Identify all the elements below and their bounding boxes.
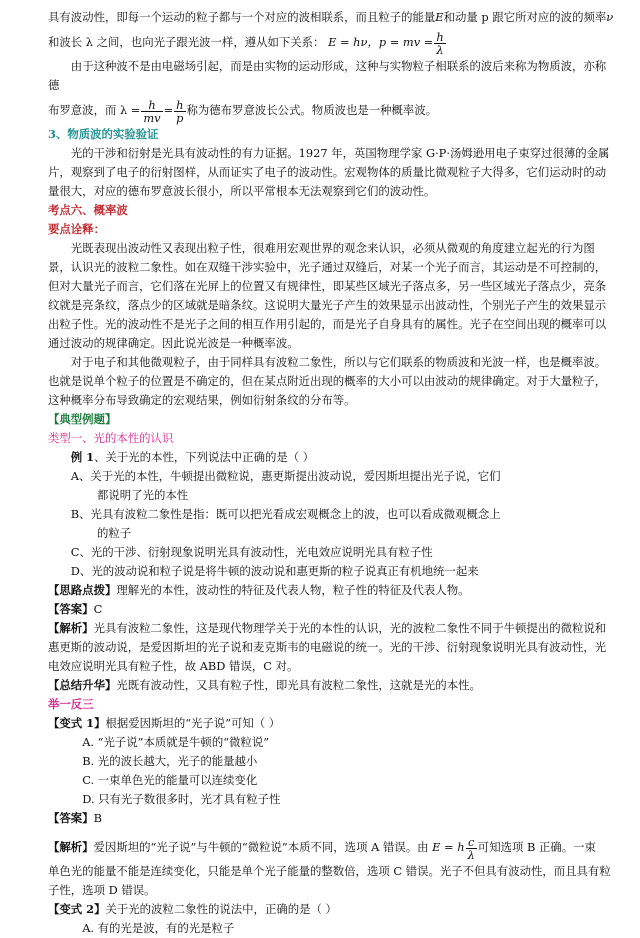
document-page: [48, 8, 614, 938]
example-1-option-a: A、关于光的本性，牛顿提出微粒说，惠更斯提出波动说，爱因斯坦提出光子说，它们: [70, 469, 501, 483]
section-3-title: 3、物质波的实验验证: [48, 127, 159, 141]
fraction-h-mv: $\frac{h}{mv}$: [143, 97, 161, 125]
example-1-option-a-cont: 都说明了光的本性: [97, 488, 189, 502]
variant-1-question: 【变式 1】根据爱因斯坦的“光子说”可知（ ）: [48, 716, 281, 730]
debroglie-para-line-2: 布罗意波，而 λ = $\frac{h}{mv}$ = $\frac{h}{p}$ 称为德布罗意波长公式。物质波也是一种概率波。: [48, 97, 438, 125]
thinking-hint: 【思路点拨】理解光的本性，波动性的特征及代表人物，粒子性的特征及代表人物。: [48, 583, 470, 597]
answer-2: 【答案】B: [48, 811, 102, 825]
variant-1-option-d: D. 只有光子数很多时，光才具有粒子性: [82, 792, 281, 806]
fraction-h-lambda: $\frac{h}{\lambda}$: [436, 29, 444, 57]
analysis-2-line-2: 单色光的能量不能是连续变化，只能是单个光子能量的整数倍，选项 C 错误。光子不但具有波动性，而且具有粒子性，选项 D 错误。: [48, 864, 611, 897]
intro-line-1: 具有波动性，即每一个运动的粒子都与一个对应的波相联系，而且粒子的能量E和动量 p 跟它所对应的波的频率ν: [48, 10, 614, 24]
variant-1-option-b: B. 光的波长越大，光子的能量越小: [82, 754, 258, 768]
summary-1: 【总结升华】光既有波动性，又具有粒子性，即光具有波粒二象性，这就是光的本性。: [48, 678, 481, 692]
intro-line-2: 和波长 λ 之间，也向光子跟光波一样，遵从如下关系： E = hν，p = mv = $\frac{h}{\lambda}$: [48, 29, 444, 57]
fraction-h-p: $\frac{h}{p}$: [176, 97, 184, 125]
topic-6-title: 考点六、概率波: [48, 203, 128, 217]
analysis-1: 【解析】光具有波粒二象性，这是现代物理学关于光的本性的认识，光的波粒二象性不同于牛顿提出的微粒说和惠更斯的波动说，是爱因斯坦的光子说和麦克斯韦的电磁说的统一。光的干涉、衍射现象说明光具有波动性，光电效应说明光具有粒子性，故 ABD 错误，C 对。: [48, 621, 607, 673]
debroglie-para-line-1: 由于这种波不是由电磁场引起，而是由实物的运动形成，这种与实物粒子相联系的波后来称为物质波，亦称德: [48, 59, 607, 92]
variant-2-option-a: A. 有的光是波，有的光是粒子: [82, 921, 235, 935]
example-1-option-d: D、光的波动说和粒子说是将牛顿的波动说和惠更斯的粒子说真正有机地统一起来: [70, 564, 479, 578]
example-1-option-b: B、光具有波粒二象性是指：既可以把光看成宏观概念上的波，也可以看成微观概念上: [70, 507, 501, 521]
fraction-c-lambda: $\frac{c}{\lambda}$: [467, 834, 475, 862]
example-1-option-b-cont: 的粒子: [97, 526, 132, 540]
variant-1-option-a: A. “光子说”本质就是牛顿的“微粒说”: [82, 735, 270, 749]
analysis-2-line-1: 【解析】爱因斯坦的“光子说”与牛顿的“微粒说”本质不同，选项 A 错误。由 E = h $\frac{c}{\lambda}$ 可知选项 B 正确。一束: [48, 834, 596, 862]
variant-2-question: 【变式 2】关于光的波粒二象性的说法中，正确的是（ ）: [48, 902, 337, 916]
variant-1-option-c: C. 一束单色光的能量可以连续变化: [82, 773, 258, 787]
topic-6-para-2: 对于电子和其他微观粒子，由于同样具有波粒二象性，所以与它们联系的物质波和光波一样，也是概率波。也就是说单个粒子的位置是不确定的，但在某点附近出现的概率的大小可以由波动的规律确定。对于大量粒子，这种概率分布导致确定的宏观结果，例如衍射条纹的分布等。: [48, 355, 607, 407]
typical-examples-title: 【典型例题】: [48, 412, 117, 426]
answer-1: 【答案】C: [48, 602, 103, 616]
section-3-body: 光的干涉和衍射是光具有波动性的有力证据。1927 年，英国物理学家 G·P·汤姆逊用电子束穿过很薄的金属片，观察到了电子的衍射图样，从而证实了电子的波动性。宏观物体的质量比微观粒子大得多，它们运动时的动量很大，对应的德布罗意波长很小，所以平常根本无法观察到它们的波动性。: [48, 146, 610, 198]
type-1-title: 类型一、光的本性的认识: [48, 431, 174, 445]
example-1-option-c: C、光的干涉、衍射现象说明光具有波动性，光电效应说明光具有粒子性: [70, 545, 433, 559]
topic-6-para-1: 光既表现出波动性又表现出粒子性，很难用宏观世界的观念来认识，必须从微观的角度建立起光的行为图景，认识光的波粒二象性。如在双缝干涉实验中，光子通过双缝后，对某一个光子而言，其运动是不可控制的，但对大量光子而言，它们落在光屏上的位置又有规律性，即某些区域光子落点多，另一些区域光子落点少，亮条纹就是亮条纹，落点少的区域就是暗条纹。这说明大量光子产生的效果显示出波动性，个别光子产生的效果显示出粒子性。光的波动性不是光子之间的相互作用引起的，而是光子自身具有的属性。光子在空间出现的概率可以通过波动的规律确定。因此说光波是一种概率波。: [48, 241, 607, 350]
key-points-title: 要点诠释：: [48, 222, 105, 236]
practice-title: 举一反三: [48, 697, 94, 711]
example-1-question: 例 1、关于光的本性，下列说法中正确的是（ ）: [70, 450, 315, 464]
